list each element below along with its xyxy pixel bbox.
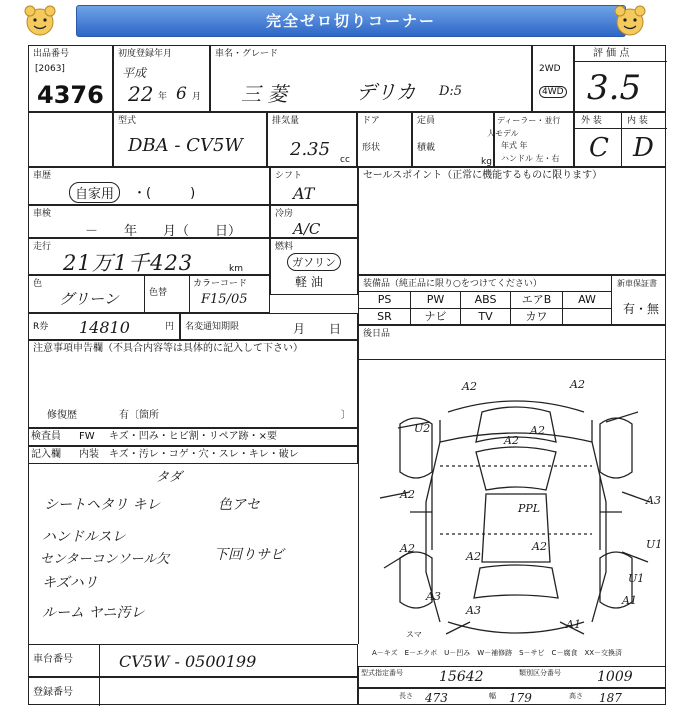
equipment-label: 装備品（純正品に限り○をつけてください） [363,279,542,289]
mark-13: A3 [426,590,441,603]
ac-cell [270,205,358,238]
drive-2wd: 2WD [539,64,561,74]
inspector-items1: キズ・凹み・ヒビ割・リペア跡・×要 [109,431,277,442]
eval-int-value: D [633,133,654,163]
first-reg-cell [113,45,210,112]
note-3: ハンドルスレ [42,529,126,545]
car-maker: 三 菱 [241,82,288,106]
drive-cell [532,45,574,112]
grade-score: 3.5 [587,68,642,108]
lot-label: 出品番号 [33,49,70,59]
class-value: 1009 [597,669,633,685]
fuel-label: 燃料 [275,242,294,252]
ac-value: A/C [293,220,321,238]
equipment-cell [358,275,666,325]
model-code-label: 型式 [118,116,137,126]
model-code-cell [113,112,267,167]
repair-value: 有〔箇所 [119,410,159,421]
rear-seat-cell [358,325,666,360]
notes-cell [28,340,358,428]
dim-height: 187 [599,691,622,705]
note-5: 下回りサビ [214,547,284,563]
inspection-cell [28,205,270,238]
name-change-cell [180,313,358,340]
door-shape-label: 形状 [362,143,381,153]
inspector-items2: キズ・汚レ・コゲ・穴・スレ・キレ・破レ [109,449,299,460]
car-diagram-svg [370,372,662,642]
lot-cell [28,45,113,112]
mark-9: A2 [400,542,415,555]
shift-value: AT [293,184,315,203]
inspector-row1 [28,428,358,446]
diagram-side-label: スマ [406,630,422,639]
lot-lower-cell [28,112,113,167]
name-change-label: 名変通知期限 [185,322,240,332]
mark-15: A3 [466,604,481,617]
fuel-diesel: 軽 油 [295,275,323,289]
equip-abs: ABS [461,292,511,308]
dim-length-label: 長さ [399,692,413,700]
eval-sub-cell [574,112,666,167]
grade-label: 評 価 点 [593,48,630,59]
shift-label: シフト [275,171,303,181]
dim-height-label: 高さ [569,692,583,700]
eval-ext-value: C [589,133,609,163]
registration-cell [28,677,358,705]
mark-8: U1 [646,538,663,551]
damage-diagram [370,372,662,642]
displacement-value: 2.35 [290,139,331,160]
capacity-weight-label: 積載 [417,143,436,153]
dealer-line2: 人モデル [487,129,519,138]
equipment-row1 [359,292,611,308]
first-reg-month-unit: 月 [192,92,202,102]
mark-4: A2 [504,434,519,447]
door-cell [357,112,412,167]
dims-cell [358,688,666,705]
dealer-cell [487,112,574,167]
mark-16: A1 [566,618,581,631]
repair-label: 修復歴 [47,410,77,421]
equip-ps: PS [359,292,411,308]
capacity-unit: kg [481,157,492,167]
name-change-text: 月 日 [293,322,342,336]
note-4: センターコンソール欠 [40,552,170,567]
class-label: 類別区分番号 [519,669,561,677]
model-spec-label: 型式指定番号 [361,669,403,677]
selling-points-cell [358,167,666,275]
mileage-value: 21万1千423 [63,251,194,275]
grade-cell [574,45,666,112]
color-code: F15/05 [201,292,248,307]
damage-legend: A－キズ E－エクボ U－凹み W－補修跡 S－サビ C－腐食 XX－交換済 [372,649,623,657]
mark-2: A2 [530,424,545,437]
car-name-label: 車名・グレード [215,49,279,59]
dealer-line1: ディーラー・並行 [497,116,561,125]
first-reg-year: 22 [128,82,154,106]
displacement-unit: cc [340,155,350,165]
fuel-cell [270,238,358,295]
dim-width-label: 幅 [489,692,496,700]
header-bar [0,0,700,40]
dim-width: 179 [509,691,532,705]
equip-sr: SR [359,309,411,325]
eval-int-label: 内 装 [627,116,648,126]
chassis-cell [28,644,358,677]
first-reg-era: 平成 [122,66,147,80]
inspector-code-fw: FW [79,431,95,442]
mileage-label: 走行 [33,242,52,252]
displacement-cell [267,112,357,167]
car-name-cell [210,45,532,112]
car-grade: D:5 [439,84,463,99]
note-7: ルーム ヤニ汚レ [42,605,145,621]
history-cell [28,167,270,205]
color-label: 色 [33,279,43,289]
header-title-bar [76,5,626,37]
inspection-text: － 年 月（ 日） [85,224,242,239]
mark-10: A2 [532,540,547,553]
equip-aw: AW [578,293,596,306]
inspector-label: 検査員 [31,431,61,442]
mascot-right-icon [610,4,650,38]
color-change-label: 色替 [149,288,168,298]
inspector-row2 [28,446,358,464]
fuel-gasoline: ガソリン [287,253,341,271]
tax-cell [28,313,180,340]
mark-14: A1 [622,594,637,607]
mascot-left-icon [20,4,60,38]
equip-airbag: エアB [511,292,563,308]
color-value: グリーン [59,290,119,308]
new-used-value: 有・無 [623,302,660,316]
new-used-label: 新車保証書 [617,279,657,288]
mark-1: A2 [570,378,585,391]
history-suffix: ・( ) [133,186,196,201]
notes-label: 注意事項申告欄（不具合内容等は具体的に記入して下さい） [33,343,303,354]
eval-ext-label: 外 装 [581,116,602,126]
displacement-label: 排気量 [272,116,300,126]
dealer-line4: ハンドル 左・右 [501,154,560,163]
note-1: シートヘタリ キレ [44,497,161,513]
dim-length: 473 [425,691,448,705]
ac-label: 冷房 [275,209,294,219]
mark-6: A3 [646,494,661,507]
inspection-label: 車検 [33,209,52,219]
mark-11: A2 [466,550,481,563]
first-reg-month: 6 [176,84,187,104]
capacity-label: 定員 [417,116,436,126]
tax-value: 14810 [79,318,130,337]
mark-3: U2 [414,422,431,435]
dealer-line3: 年式 年 [501,141,528,150]
first-reg-label: 初度登録年月 [118,49,173,59]
lot-sub: [2063] [35,64,65,74]
repair-close: 〕 [341,410,351,421]
drive-4wd: 4WD [539,86,567,98]
chassis-value: CV5W - 0500199 [119,652,257,671]
mileage-unit: km [229,264,243,274]
mark-5: A2 [400,488,415,501]
equip-leather: カワ [511,309,563,325]
registration-label: 登録番号 [33,687,73,698]
model-spec-cell [358,666,666,688]
mark-12: U1 [628,572,645,585]
note-6: キズハリ [42,575,98,591]
equip-navi: ナビ [411,309,461,325]
chassis-label: 車台番号 [33,654,73,665]
history-label: 車歴 [33,171,52,181]
selling-points-label: セールスポイント（正常に機能するものに限ります） [363,170,603,181]
model-code-value: DBA - CV5W [128,135,243,156]
note-2: 色アセ [218,497,260,513]
tax-unit: 円 [165,322,175,332]
equip-pw: PW [411,292,461,308]
equip-tv: TV [461,309,511,325]
handwritten-notes [28,464,358,644]
model-spec-value: 15642 [439,669,484,685]
note-0: タダ [156,470,183,485]
mileage-cell [28,238,270,275]
capacity-cell [412,112,494,167]
inspector-code-interior: 内装 [79,449,99,460]
door-label: ドア [362,116,380,126]
color-code-label: カラーコード [193,279,248,289]
rear-seat-label: 後日品 [363,329,391,339]
first-reg-year-unit: 年 [158,92,168,102]
mark-7: PPL [518,502,541,515]
history-value: 自家用 [69,182,120,203]
mark-0: A2 [462,380,477,393]
car-model: デリカ [356,80,416,104]
record-label: 記入欄 [31,449,61,460]
equipment-row2 [359,309,611,325]
tax-label: R券 [33,322,49,332]
lot-number: 4376 [37,81,104,109]
shift-cell [270,167,358,205]
color-cell [28,275,270,313]
header-title: 完全ゼロ切りコーナー [265,12,436,30]
